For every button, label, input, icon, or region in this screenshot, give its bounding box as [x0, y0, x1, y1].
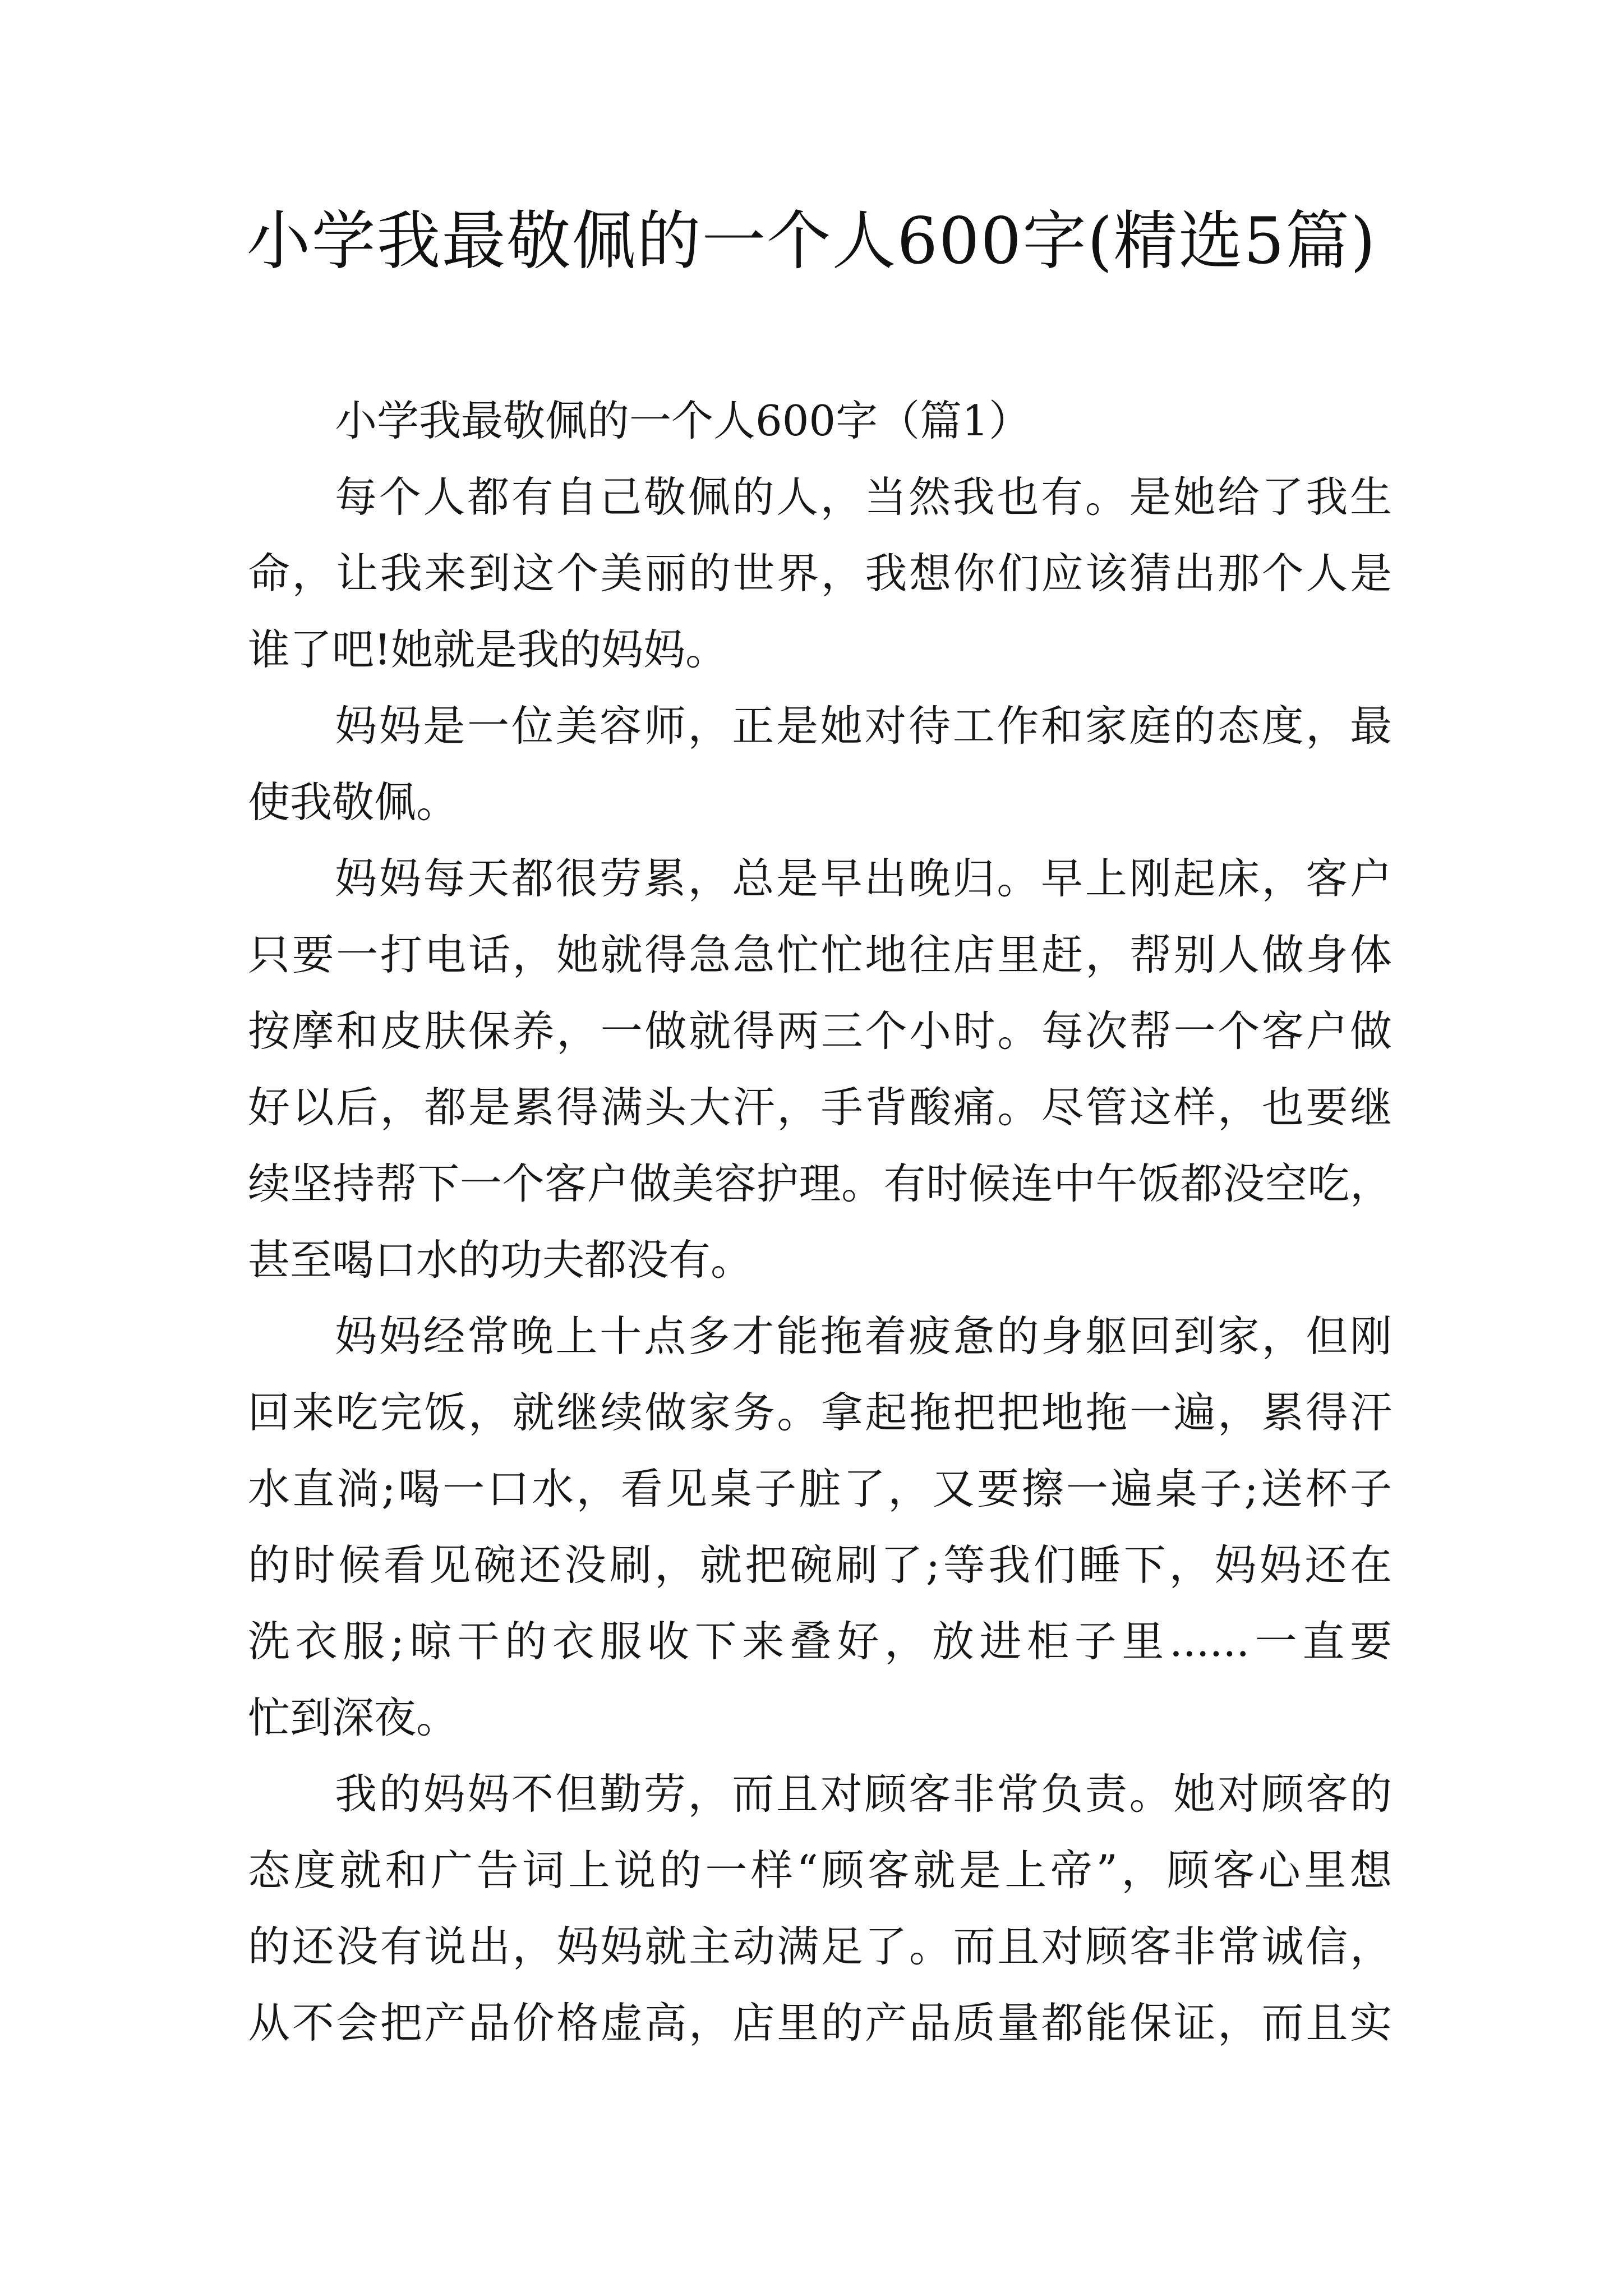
text-line: 命，让我来到这个美丽的世界，我想你们应该猜出那个人是 — [248, 549, 1392, 598]
document-title: 小学我最敬佩的一个人600字(精选5篇) — [246, 204, 1377, 278]
text-line: 妈妈经常晚上十点多才能拖着疲惫的身躯回到家，但刚 — [335, 1312, 1392, 1361]
text-line: 只要一打电话，她就得急急忙忙地往店里赶，帮别人做身体 — [248, 930, 1392, 979]
text-line: 甚至喝口水的功夫都没有。 — [248, 1235, 753, 1285]
text-line: 按摩和皮肤保养，一做就得两三个小时。每次帮一个客户做 — [248, 1006, 1392, 1056]
section-heading: 小学我最敬佩的一个人600字（篇1） — [335, 396, 1031, 445]
text-line: 使我敬佩。 — [248, 777, 459, 827]
text-line: 的时候看见碗还没刷，就把碗刷了;等我们睡下，妈妈还在 — [248, 1540, 1392, 1590]
text-line: 态度就和广告词上说的一样“顾客就是上帝”，顾客心里想 — [248, 1846, 1392, 1895]
text-line: 从不会把产品价格虚高，店里的产品质量都能保证，而且实 — [248, 1998, 1392, 2047]
text-line: 的还没有说出，妈妈就主动满足了。而且对顾客非常诚信， — [248, 1922, 1392, 1971]
text-line: 忙到深夜。 — [248, 1693, 459, 1742]
text-line: 我的妈妈不但勤劳，而且对顾客非常负责。她对顾客的 — [335, 1769, 1392, 1819]
text-line: 水直淌;喝一口水，看见桌子脏了，又要擦一遍桌子;送杯子 — [248, 1464, 1392, 1513]
text-line: 妈妈是一位美容师，正是她对待工作和家庭的态度，最 — [335, 701, 1392, 751]
text-line: 妈妈每天都很劳累，总是早出晚归。早上刚起床，客户 — [335, 854, 1392, 903]
document-body — [248, 383, 1392, 2061]
text-line: 谁了吧!她就是我的妈妈。 — [248, 625, 728, 674]
text-line: 好以后，都是累得满头大汗，手背酸痛。尽管这样，也要继 — [248, 1083, 1392, 1132]
text-line: 回来吃完饭，就继续做家务。拿起拖把把地拖一遍，累得汗 — [248, 1388, 1392, 1437]
text-line: 续坚持帮下一个客户做美容护理。有时候连中午饭都没空吃， — [248, 1159, 1392, 1208]
text-line: 每个人都有自己敬佩的人，当然我也有。是她给了我生 — [335, 472, 1392, 522]
text-line: 洗衣服;晾干的衣服收下来叠好，放进柜子里......一直要 — [248, 1617, 1392, 1666]
